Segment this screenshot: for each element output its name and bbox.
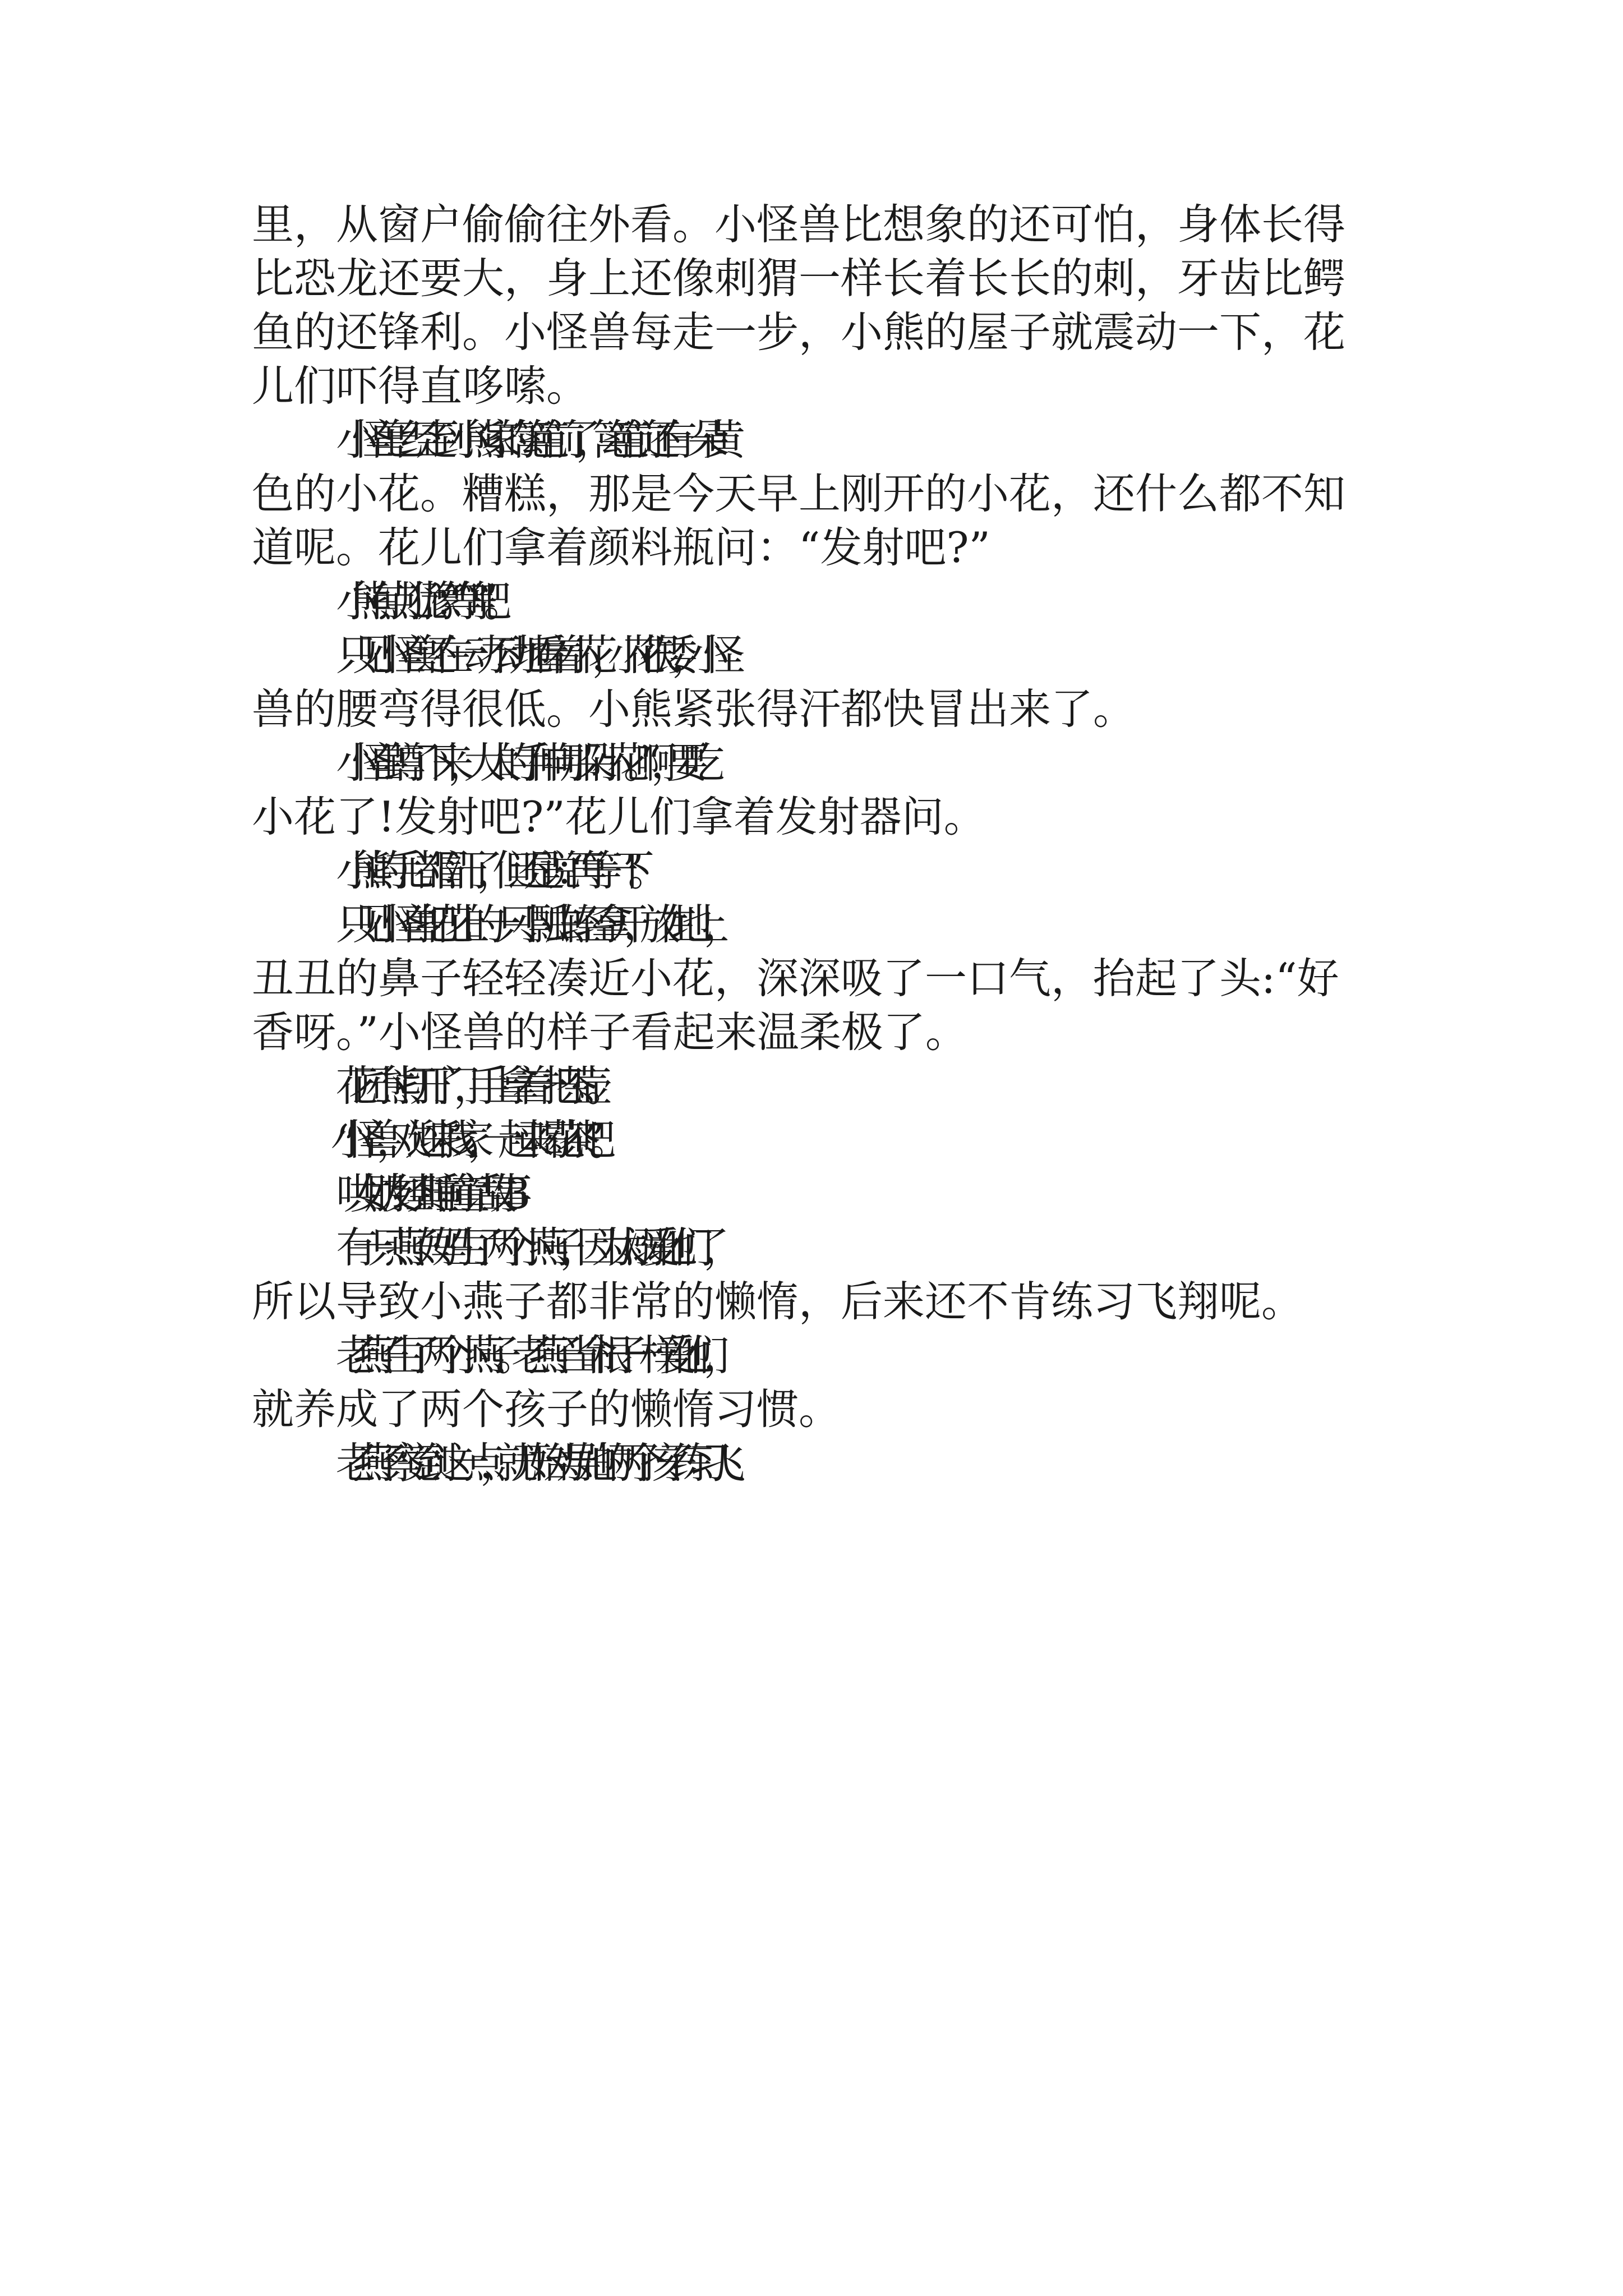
paragraph bbox=[252, 574, 1380, 628]
text-line: 兽的腰弯得很低。小熊紧张得汗都快冒出来了。 bbox=[252, 684, 1136, 734]
text-line: 有一只燕子妈妈生了两个小燕子，因为太溺爱他们了， bbox=[336, 1223, 720, 1272]
text-line: 老燕子生了两个小燕子。老燕子当命根子一样爱他们， bbox=[336, 1331, 720, 1380]
paragraph bbox=[252, 413, 1380, 574]
text-line: 色的小花。糟糕，那是今天早上刚开的小花，还什么都不知 bbox=[252, 469, 1346, 518]
text-line: 鱼的还锋利。小怪兽每走一步，小熊的屋子就震动一下，花 bbox=[252, 307, 1346, 357]
text-line: 比恐龙还要大，身上还像刺猬一样长着长长的刺，牙齿比鳄 bbox=[252, 254, 1346, 303]
text-line: 只见小怪兽把花上的一只小瓢虫轻轻拿开，放在地上， bbox=[336, 900, 720, 949]
text-line: 老燕子察觉到这一点，就开始劝导她的两个孩子练习飞 bbox=[336, 1438, 720, 1488]
text-line: 里，从窗户偷偷往外看。小怪兽比想象的还可怕，身体长得 bbox=[252, 200, 1346, 249]
body-text bbox=[252, 197, 1380, 1490]
paragraph bbox=[252, 1328, 1380, 1436]
paragraph bbox=[252, 1113, 1380, 1167]
text-line: 小熊有点儿犹豫：“等等吧。” bbox=[336, 577, 471, 626]
text-line: 所以导致小燕子都非常的懒惰，后来还不肯练习飞翔呢。 bbox=[252, 1277, 1304, 1326]
paragraph bbox=[252, 736, 1380, 844]
text-line: 小熊的手心都冒汗了，但还是说：“再等一下。” bbox=[336, 846, 618, 895]
paragraph bbox=[252, 1167, 1380, 1221]
paragraph bbox=[252, 197, 1380, 413]
paragraph bbox=[252, 1221, 1380, 1328]
text-line: 小怪兽已经走到小熊家的篱笆前了，篱笆前还有一朵黄 bbox=[336, 415, 720, 464]
paragraph bbox=[252, 1059, 1380, 1113]
text-line: 丑丑的鼻子轻轻凑近小花，深深吸了一口气，抬起了头:“好 bbox=[252, 954, 1339, 1003]
text-line: 小怪兽蹲了下来，大大的手伸向那朵小花。“啊，要吃 bbox=[336, 738, 699, 788]
text-line: 就养成了两个孩子的懒惰习惯。 bbox=[252, 1384, 841, 1434]
text-line: “小怪兽，欢迎来我家，一起来喝花茶吧。” bbox=[336, 1115, 578, 1165]
text-line: 儿们吓得直哆嗦。 bbox=[252, 361, 589, 411]
text-line: 只见小怪兽还在一动不动地看着小花，小花很矮，小怪 bbox=[336, 631, 720, 680]
text-line: 道呢。花儿们拿着颜料瓶问：“发射吧?” bbox=[252, 523, 990, 572]
paragraph bbox=[252, 628, 1380, 736]
text-line: 香呀。”小怪兽的样子看起来温柔极了。 bbox=[252, 1007, 967, 1057]
text-line: 小花了!发射吧?”花儿们拿着发射器问。 bbox=[252, 792, 986, 841]
paragraph bbox=[252, 844, 1380, 898]
paragraph bbox=[252, 1436, 1380, 1490]
text-line: 哄女朋友经典睡前童话故事3 bbox=[336, 1169, 503, 1218]
text-line: 花匠小熊打开了门，手上拿着一把茶壶。 bbox=[336, 1061, 601, 1111]
paragraph bbox=[252, 898, 1380, 1059]
